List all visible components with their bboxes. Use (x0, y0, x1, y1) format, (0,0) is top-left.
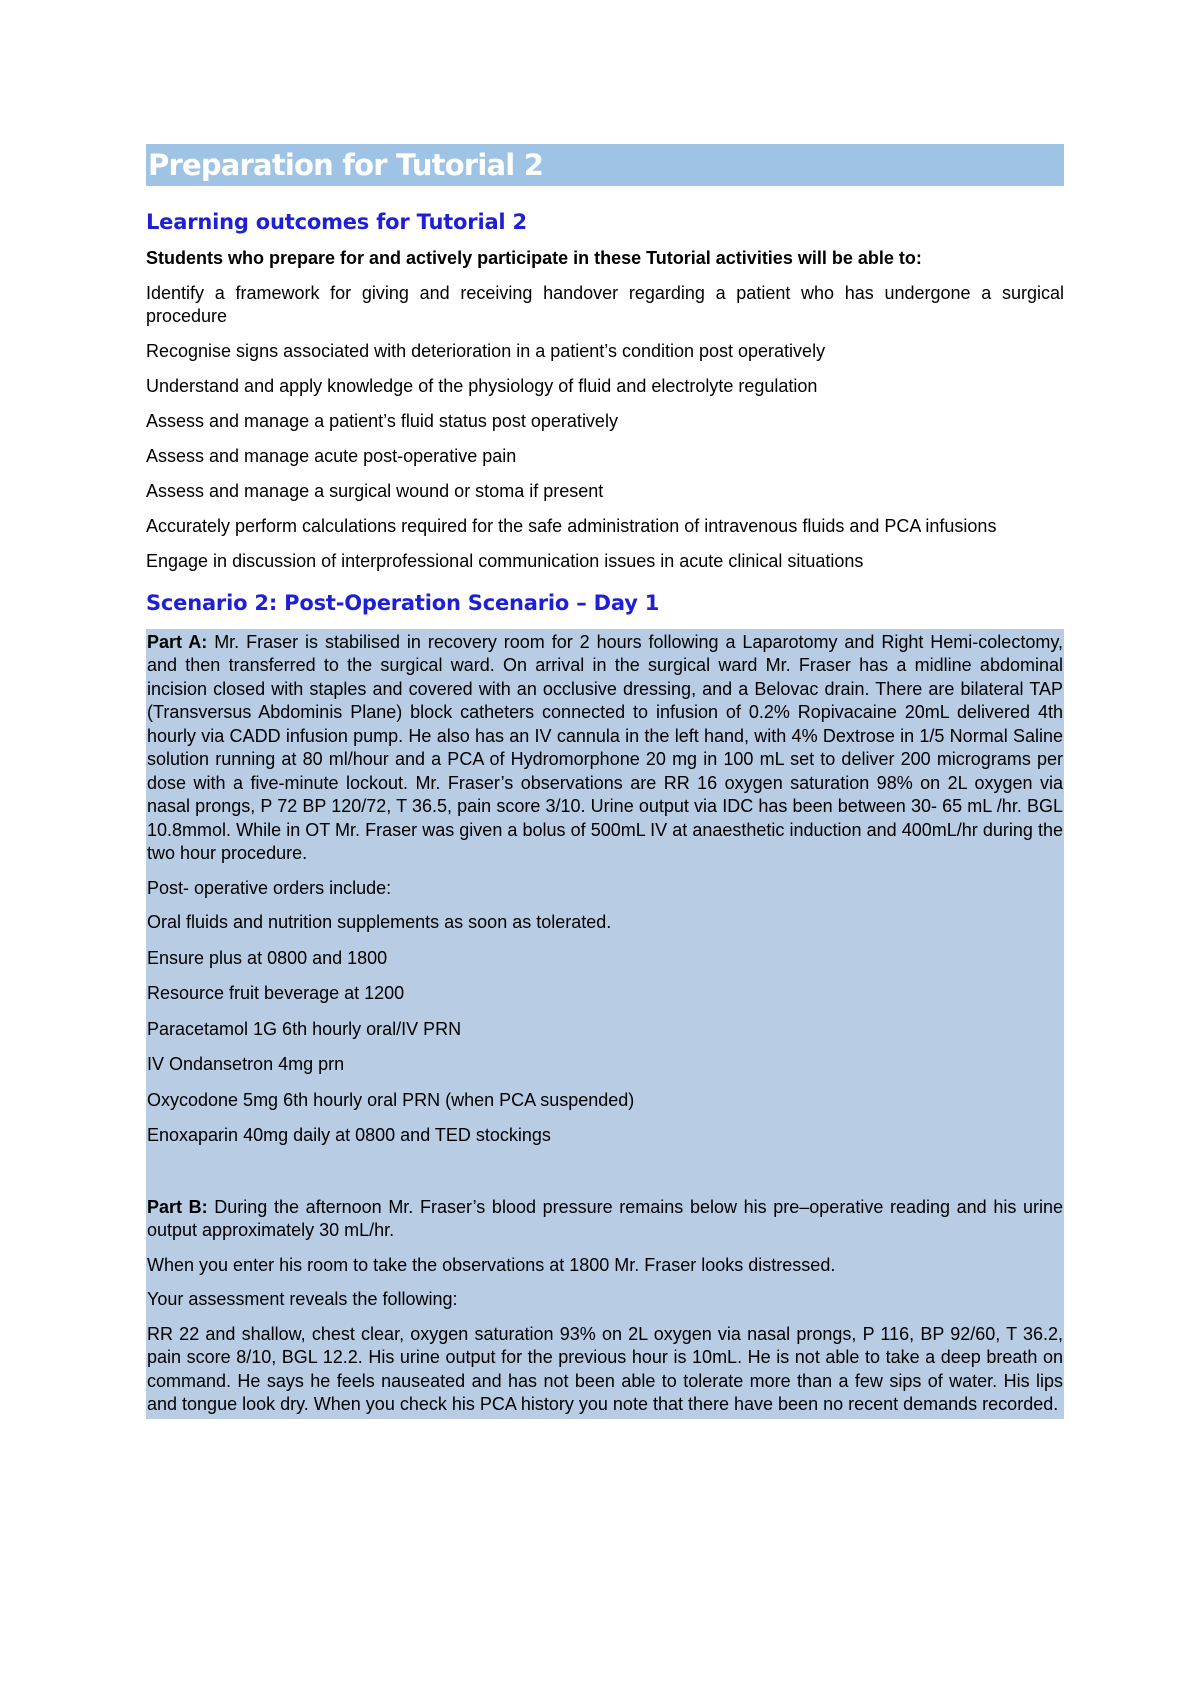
spacer (147, 1160, 1063, 1196)
post-op-orders-list (147, 911, 1063, 1148)
order-item: Resource fruit beverage at 1200 (147, 983, 405, 1003)
learning-outcomes-heading: Learning outcomes for Tutorial 2 (146, 210, 527, 234)
order-item: Ensure plus at 0800 and 1800 (147, 947, 388, 968)
part-b-paragraph (147, 1196, 1063, 1243)
order-item: Paracetamol 1G 6th hourly oral/IV PRN (147, 1018, 462, 1039)
outcome-item: Accurately perform calculations required for the safe administration of intravenous fluids and PCA infusions (146, 515, 997, 536)
order-item: Oxycodone 5mg 6th hourly oral PRN (when PCA suspended) (147, 1089, 635, 1110)
outcome-item: Assess and manage a surgical wound or stoma if present (146, 480, 604, 501)
part-b-assessment-findings: RR 22 and shallow, chest clear, oxygen saturation 93% on 2L oxygen via nasal prongs, P 116, BP 92/60, T 36.2, pain score 8/10, BGL 12.2. His urine output for the previous hour is 10mL. He is not able to take a deep breath on command. He says he feels nauseated and has not been able to tolerate more than a few sips of water. His lips and tongue look dry. When you check his PCA history you note that there have been no recent demands recorded. (147, 1323, 1063, 1414)
part-a-label: Part A: (147, 631, 208, 652)
part-b-text: During the afternoon Mr. Fraser’s blood pressure remains below his pre–operative reading and his urine output approximately 30 mL/hr. (147, 1196, 1063, 1240)
document-page (146, 144, 1064, 1419)
scenario-heading: Scenario 2: Post-Operation Scenario – Day 1 (146, 590, 660, 615)
outcome-item: Assess and manage a patient’s fluid status post operatively (146, 410, 618, 431)
title-banner (146, 144, 1064, 186)
order-item: IV Ondansetron 4mg prn (147, 1054, 345, 1074)
part-b-assessment-intro: Your assessment reveals the following: (147, 1289, 458, 1309)
part-b-label: Part B: (147, 1196, 208, 1217)
part-a-paragraph (147, 631, 1063, 866)
page-title: Preparation for Tutorial 2 (148, 148, 544, 182)
part-a-text: Mr. Fraser is stabilised in recovery room for 2 hours following a Laparotomy and Right Hemi-colectomy, and then transferred to the surgical ward. On arrival in the surgical ward Mr. Fraser has a midline abdominal incision closed with staples and covered with an occlusive dressing, and a Belovac drain. There are bilateral TAP (Transversus Abdominis Plane) block catheters connected to infusion of 0.2% Ropivacaine 20mL delivered 4th hourly via CADD infusion pump. He also has an IV cannula in the left hand, with 4% Dextrose in 1/5 Normal Saline solution running at 80 ml/hour and a PCA of Hydromorphone 20 mg in 100 mL set to deliver 200 micrograms per dose with a five-minute lockout. Mr. Fraser’s observations are RR 16 oxygen saturation 98% on 2L oxygen via nasal prongs, P 72 BP 120/72, T 36.5, pain score 3/10. Urine output via IDC has been between 30- 65 mL /hr. BGL 10.8mmol. While in OT Mr. Fraser was given a bolus of 500mL IV at anaesthetic induction and 400mL/hr during the two hour procedure. (147, 631, 1063, 863)
outcome-item: Recognise signs associated with deterioration in a patient’s condition post operatively (146, 340, 826, 361)
order-item: Enoxaparin 40mg daily at 0800 and TED stockings (147, 1125, 551, 1145)
scenario-box (146, 629, 1064, 1419)
order-item: Oral fluids and nutrition supplements as soon as tolerated. (147, 912, 612, 932)
outcome-item: Engage in discussion of interprofessional communication issues in acute clinical situations (146, 550, 864, 571)
outcome-item: Identify a framework for giving and receiving handover regarding a patient who has undergone a surgical procedure (146, 282, 1064, 326)
outcome-item: Assess and manage acute post-operative pain (146, 445, 517, 466)
learning-outcomes-list (146, 282, 1064, 573)
part-b-observation: When you enter his room to take the observations at 1800 Mr. Fraser looks distressed. (147, 1254, 836, 1275)
outcome-item: Understand and apply knowledge of the physiology of fluid and electrolyte regulation (146, 375, 818, 396)
orders-intro: Post- operative orders include: (147, 877, 392, 898)
outcomes-lead: Students who prepare for and actively participate in these Tutorial activities will be able to: (146, 248, 922, 268)
